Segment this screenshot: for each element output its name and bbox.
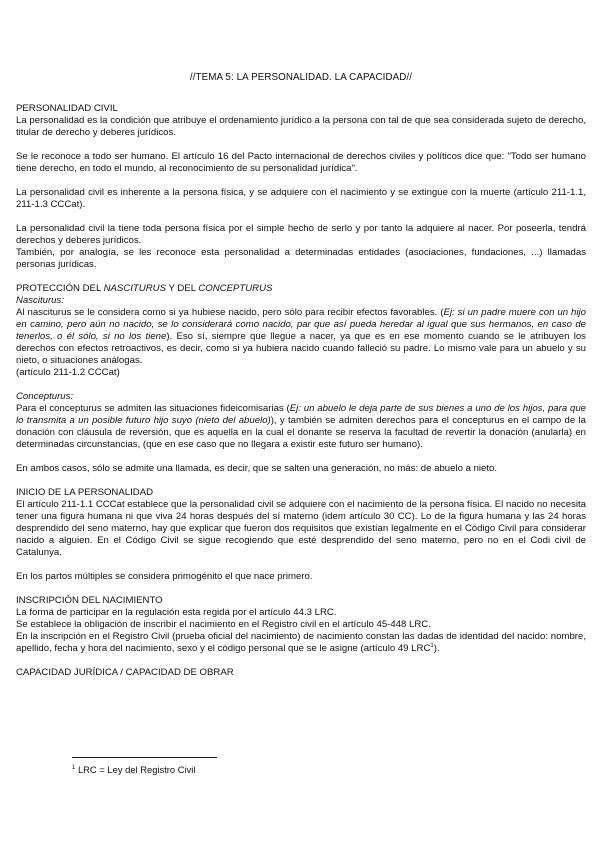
paragraph: Se establece la obligación de inscribir el nacimiento en el Registro civil en el artículo 45-448 LRC. [16, 619, 431, 630]
paragraph-nasciturus: Al nasciturus se le considera como si ya hubiese nacido, pero sólo para recibir efectos favorables. (Ej: si un padre muere con un hijo en camino, pero aún no nacido, se lo considerará como nacido, par que así pueda heredar al igual que sus hermanos, en caso de tenerlos, o él sólo, si no los tiene). Eso sí, siempre que llegue a nacer, ya que es en ese momento cuando se le atribuyen los derechos con efectos retroactivos, es decir, como si ya hubiera nacido cuando falleció su padre. Lo mismo vale para un abuelo y su nieto, o situaciones análogas. [16, 307, 586, 366]
paragraph: Se le reconoce a todo ser humano. El artículo 16 del Pacto internacional de derechos civiles y políticos dice que: "Todo ser humano tiene derecho, en todo el mundo, al reconocimiento de su personalidad jurídica". [16, 151, 586, 174]
section-heading-inscripcion: INSCRIPCIÓN DEL NACIMIENTO [16, 595, 163, 606]
footnote: $^1$ LRC = Ley del Registro Civil [72, 764, 196, 775]
subheading-nasciturus: Nasciturus: [16, 295, 64, 306]
section-heading-capacidad: CAPACIDAD JURÍDICA / CAPACIDAD DE OBRAR [16, 667, 234, 678]
subheading-concepturus: Concepturus: [16, 391, 74, 402]
paragraph: En los partos múltiples se considera primogénito el que nace primero. [16, 571, 313, 582]
document-body [16, 72, 586, 679]
page-title: //TEMA 5: LA PERSONALIDAD. LA CAPACIDAD// [189, 72, 413, 83]
paragraph: También, por analogía, se les reconoce esta personalidad a determinadas entidades (asociaciones, fundaciones, ...) llamadas personas jurídicas. [16, 247, 586, 270]
paragraph: La personalidad civil es inherente a la persona física, y se adquiere con el nacimiento y se extingue con la muerte (artículo 211-1.1, 211-1.3 CCCat). [16, 187, 586, 210]
footnote-divider [72, 757, 217, 758]
paragraph: La personalidad civil la tiene toda persona física por el simple hecho de serlo y por tanto la adquiere al nacer. Por poseerla, tendrá derechos y deberes jurídicos. [16, 223, 586, 246]
paragraph: La personalidad es la condición que atribuye el ordenamiento jurídico a la persona con tal de que sea considerada sujeto de derecho, titular de derecho y deberes jurídicos. [16, 115, 586, 138]
footnote-mark: 1 [72, 764, 76, 771]
section-heading-personalidad-civil: PERSONALIDAD CIVIL [16, 103, 118, 114]
section-heading-proteccion: PROTECCIÓN DEL NASCITURUS Y DEL CONCEPTURUS [16, 283, 273, 294]
section-heading-inicio: INICIO DE LA PERSONALIDAD [16, 487, 154, 498]
article-reference: (artículo 211-1.2 CCCat) [16, 367, 120, 378]
paragraph: En ambos casos, sólo se admite una llamada, es decir, que se salten una generación, no más: de abuelo a nieto. [16, 463, 498, 474]
paragraph: La forma de participar en la regulación esta regida por el artículo 44.3 LRC. [16, 607, 337, 618]
footnote-reference[interactable]: 1 [430, 642, 434, 649]
paragraph: El artículo 211-1.1 CCCat establece que la personalidad civil se adquiere con el nacimiento de la persona física. El nacido no necesita tener una figura humana ni que viva 24 horas después del sí materno (idem artículo 30 CC). Lo de la figura humana y las 24 horas desprendido del seno materno, hay que explicar que fueron dos requisitos que existían legalmente en el Código Civil para considerar nacido a alguien. En el Código Civil se sigue recogiendo que esté desprendido del seno materno, pero no en el Codi civil de Catalunya. [16, 499, 586, 558]
paragraph: En la inscripción en el Registro Civil (prueba oficial del nacimiento) de nacimiento constan las dadas de identidad del nacido: nombre, apellido, fecha y hora del nacimiento, sexo y el código personal que se le asigne (artículo 49 LRC$^1$). [16, 631, 586, 654]
paragraph-concepturus: Para el concepturus se admiten las situaciones fideicomisarias (Ej: un abuelo le deja parte de sus bienes a uno de los hijos, para que lo transmita a un posible futuro hijo suyo (nieto del abuelo)), y también se admiten derechos para el concepturus en el campo de la donación con cláusula de reversión, que es aquella en la cual el donante se reserva la facultad de revertir la donación (anularla) en determinadas circunstancias, (que en ese caso que no llegara a existir este futuro ser humano). [16, 403, 586, 450]
